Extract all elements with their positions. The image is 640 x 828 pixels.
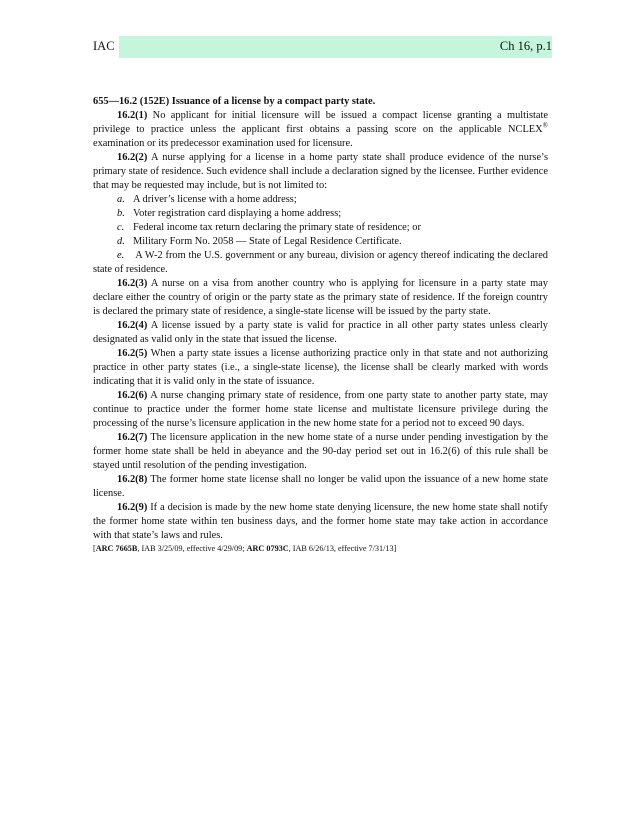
list-item <box>93 249 548 277</box>
list-text: Federal income tax return declaring the primary state of residence; or <box>133 222 421 233</box>
paragraph-text: If a decision is made by the new home state denying licensure, the new home state shall notify the former home state within ten business days, and the former home state may take action in accordance with that state’s laws and rules. <box>93 502 548 541</box>
paragraph-number: 16.2(6) <box>117 390 148 401</box>
page-header <box>93 36 552 58</box>
paragraph-number: 16.2(9) <box>117 502 148 513</box>
list-letter: b. <box>117 208 125 219</box>
header-right: Ch 16, p.1 <box>499 39 552 53</box>
paragraph-text: When a party state issues a license authorizing practice only in that state and not authorizing practice in other party states (i.e., a single-state license), the license shall be clearly marked with words indicating that it is valid only in the state of issuance. <box>93 348 548 387</box>
list-item <box>93 235 548 249</box>
list-letter: d. <box>117 236 125 247</box>
paragraph-text-cont: examination or its predecessor examination used for licensure. <box>93 138 353 149</box>
source-citation <box>93 543 548 555</box>
paragraph-16-2-6 <box>93 389 548 431</box>
header-bar <box>119 36 552 58</box>
paragraph-text: A nurse changing primary state of residence, from one party state to another party state, may continue to practice under the former home state license and multistate licensure privilege during the processing of the nurse’s licensure application in the new home state for a period not to exceed 90 days. <box>93 390 548 429</box>
citation-text-2: , IAB 6/26/13, effective 7/31/13] <box>288 544 397 553</box>
paragraph-16-2-3 <box>93 277 548 319</box>
paragraph-16-2-7 <box>93 431 548 473</box>
paragraph-16-2-8 <box>93 473 548 501</box>
list-text: Military Form No. 2058 — State of Legal Residence Certificate. <box>133 236 402 247</box>
document-body <box>93 95 548 555</box>
paragraph-number: 16.2(2) <box>117 152 148 163</box>
paragraph-text: A nurse applying for a license in a home party state shall produce evidence of the nurse’s primary state of residence. Such evidence shall include a declaration signed by the licensee. Further evidence that may be requested may include, but is not limited to: <box>93 152 548 191</box>
paragraph-16-2-5 <box>93 347 548 389</box>
paragraph-number: 16.2(4) <box>117 320 148 331</box>
paragraph-16-2-4 <box>93 319 548 347</box>
list-text: A driver’s license with a home address; <box>133 194 297 205</box>
registered-mark: ® <box>542 121 548 130</box>
paragraph-16-2-2 <box>93 151 548 193</box>
list-text: A W-2 from the U.S. government or any bureau, division or agency thereof indicating the declared state of residence. <box>93 250 548 275</box>
paragraph-text: The former home state license shall no longer be valid upon the issuance of a new home state license. <box>93 474 548 499</box>
list-item <box>93 193 548 207</box>
citation-bracket: [ <box>93 544 96 553</box>
paragraph-number: 16.2(1) <box>117 110 148 121</box>
paragraph-text: A nurse on a visa from another country who is applying for licensure in a party state may declare either the country of origin or the party state as the primary state of residence. If the foreign country is declared the primary state of residence, a single-state license will be issued by the party state. <box>93 278 548 317</box>
rule-title: 655—16.2 (152E) Issuance of a license by a compact party state. <box>93 96 376 107</box>
list-letter: a. <box>117 194 125 205</box>
arc-reference-2: ARC 0793C <box>246 544 289 553</box>
paragraph-16-2-9 <box>93 501 548 543</box>
list-letter: c. <box>117 222 125 233</box>
arc-reference-1: ARC 7665B <box>95 544 138 553</box>
paragraph-number: 16.2(3) <box>117 278 148 289</box>
list-text: Voter registration card displaying a home address; <box>133 208 342 219</box>
paragraph-text: No applicant for initial licensure will be issued a compact license granting a multistate privilege to practice unless the applicant first obtains a passing score on the applicable NCLEX <box>93 110 548 135</box>
paragraph-number: 16.2(7) <box>117 432 148 443</box>
list-item <box>93 207 548 221</box>
header-left: IAC <box>93 39 115 53</box>
list-item <box>93 221 548 235</box>
list-letter: e. <box>117 250 125 261</box>
paragraph-text: The licensure application in the new home state of a nurse under pending investigation by the former home state shall be held in abeyance and the 90-day period set out in 16.2(6) of this rule shall be stayed until resolution of the pending investigation. <box>93 432 548 471</box>
paragraph-text: A license issued by a party state is valid for practice in all other party states unless clearly designated as valid only in the state that issued the license. <box>93 320 548 345</box>
paragraph-16-2-1 <box>93 109 548 151</box>
paragraph-number: 16.2(5) <box>117 348 148 359</box>
paragraph-number: 16.2(8) <box>117 474 148 485</box>
citation-text-1: , IAB 3/25/09, effective 4/29/09; <box>137 544 247 553</box>
